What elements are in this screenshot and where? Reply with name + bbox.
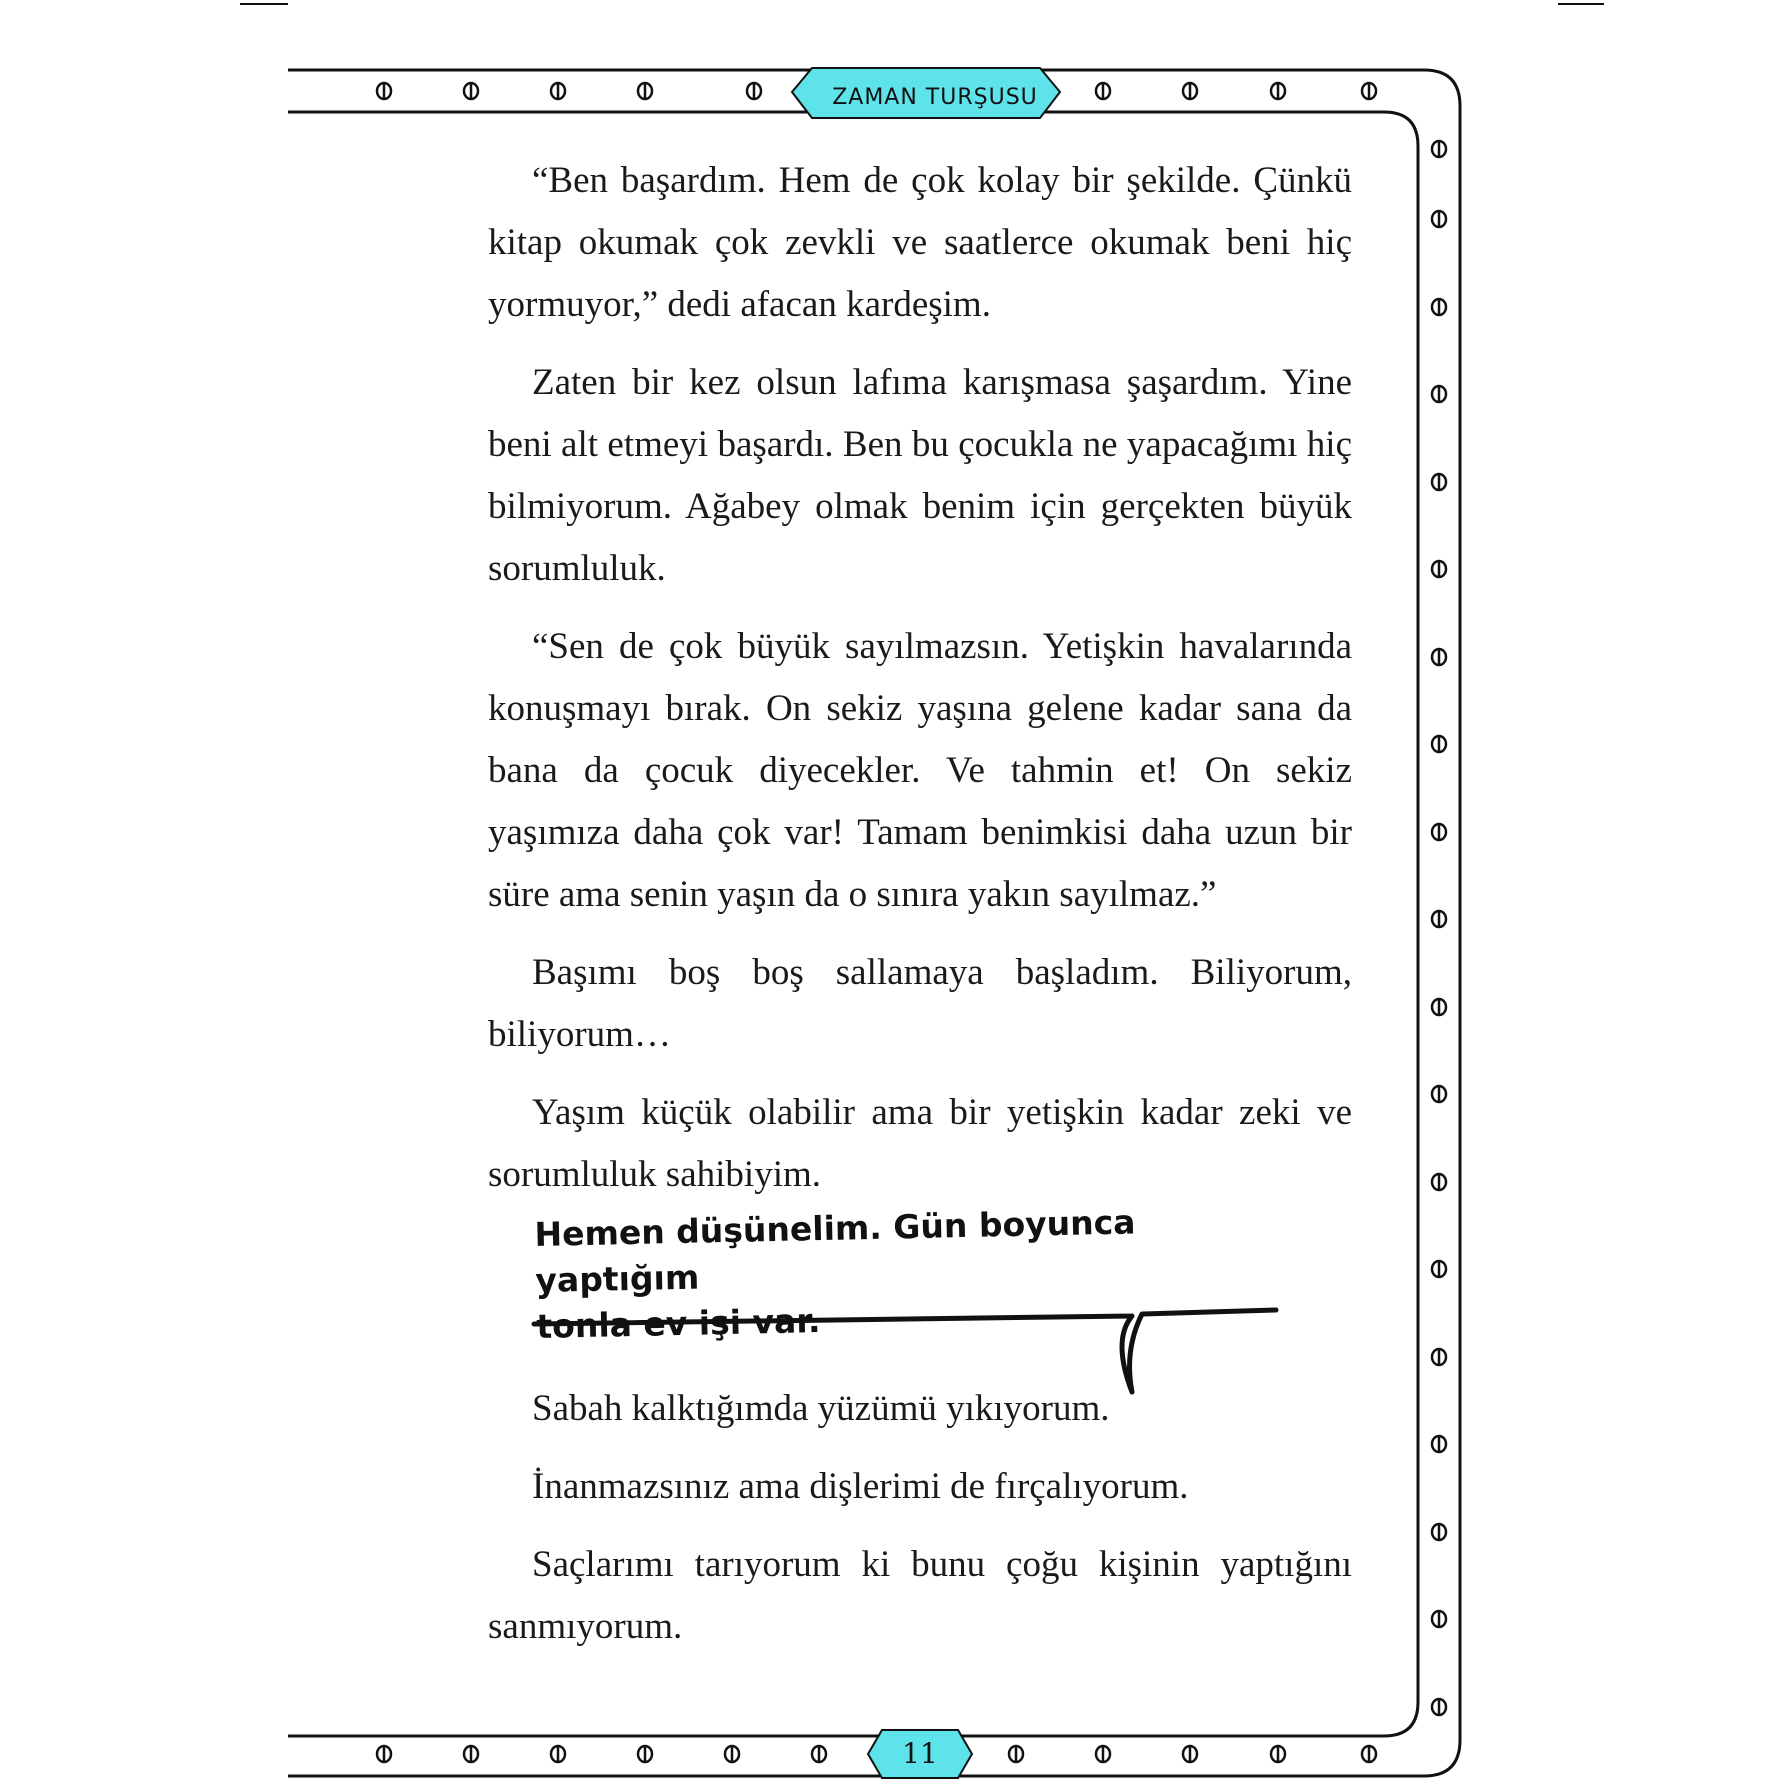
ornament-icon [551,83,565,99]
ornament-icon [1432,561,1446,577]
handwritten-note-line: Hemen düşünelim. Gün boyunca yaptığım [534,1202,1136,1300]
paragraph: Saçlarımı tarıyorum ki bunu çoğu kişinin yaptığını sanmıyorum. [488,1544,1352,1647]
ornament-icon [1432,1524,1446,1540]
ornament-icon [725,1746,739,1762]
ornament-icon [1432,1174,1446,1190]
main-text-block [488,150,1352,1222]
ornament-icon [1183,1746,1197,1762]
book-title: ZAMAN TURŞUSU [832,85,1038,110]
ornament-icon [1432,1611,1446,1627]
ornament-icon [1009,1746,1023,1762]
ornament-icon [1432,999,1446,1015]
paragraph: Yaşım küçük olabilir ama bir yetişkin kadar zeki ve sorumluluk sahibiyim. [488,1092,1352,1195]
paragraph: “Sen de çok büyük sayılmazsın. Yetişkin havalarında konuşmayı bırak. On sekiz yaşına gelene kadar sana da bana da çocuk diyecekler. Ve tahmin et! On sekiz yaşımıza daha çok var! Tamam benimkisi daha uzun bir süre ama senin yaşın da o sınıra yakın sayılmaz.” [488,626,1352,915]
handwritten-note-line: tonla ev işi var. [535,1301,821,1346]
ornament-icon [1096,1746,1110,1762]
ornament-icon [1432,824,1446,840]
ornament-icon [1432,649,1446,665]
ornament-icon [812,1746,826,1762]
paragraph: Sabah kalktığımda yüzümü yıkıyorum. [532,1388,1110,1429]
ornament-icon [1432,211,1446,227]
paragraph: “Ben başardım. Hem de çok kolay bir şekilde. Çünkü kitap okumak çok zevkli ve saatlerce okumak beni hiç yormuyor,” dedi afacan kardeşim. [488,160,1352,325]
ornament-icon [1432,1349,1446,1365]
ornament-icon [1432,1436,1446,1452]
paragraph: İnanmazsınız ama dişlerimi de fırçalıyorum. [532,1466,1189,1507]
ornament-icon [1432,1261,1446,1277]
ornament-icon [1432,474,1446,490]
ornament-icon [1432,141,1446,157]
ornament-icon [747,83,761,99]
ornament-icon [1432,386,1446,402]
right-ornament-column [1432,141,1446,1715]
secondary-text-block [488,1378,1352,1674]
handwritten-note [534,1196,1297,1350]
paragraph: Zaten bir kez olsun lafıma karışmasa şaşardım. Yine beni alt etmeyi başardı. Ben bu çocukla ne yapacağımı hiç bilmiyorum. Ağabey olmak benim için gerçekten büyük sorumluluk. [488,362,1352,589]
ornament-icon [1362,83,1376,99]
ornament-icon [1096,83,1110,99]
ornament-icon [377,83,391,99]
ornament-icon [1432,1699,1446,1715]
ornament-icon [377,1746,391,1762]
ornament-icon [1362,1746,1376,1762]
ornament-icon [464,1746,478,1762]
paragraph: Başımı boş boş sallamaya başladım. Biliyorum, biliyorum… [488,952,1352,1055]
ornament-icon [551,1746,565,1762]
ornament-icon [1432,1086,1446,1102]
ornament-icon [1432,299,1446,315]
ornament-icon [464,83,478,99]
ornament-icon [1432,736,1446,752]
ornament-icon [638,1746,652,1762]
ornament-icon [638,83,652,99]
page-number: 11 [902,1737,938,1770]
ornament-icon [1432,911,1446,927]
ornament-icon [1271,1746,1285,1762]
ornament-icon [1183,83,1197,99]
ornament-icon [1271,83,1285,99]
